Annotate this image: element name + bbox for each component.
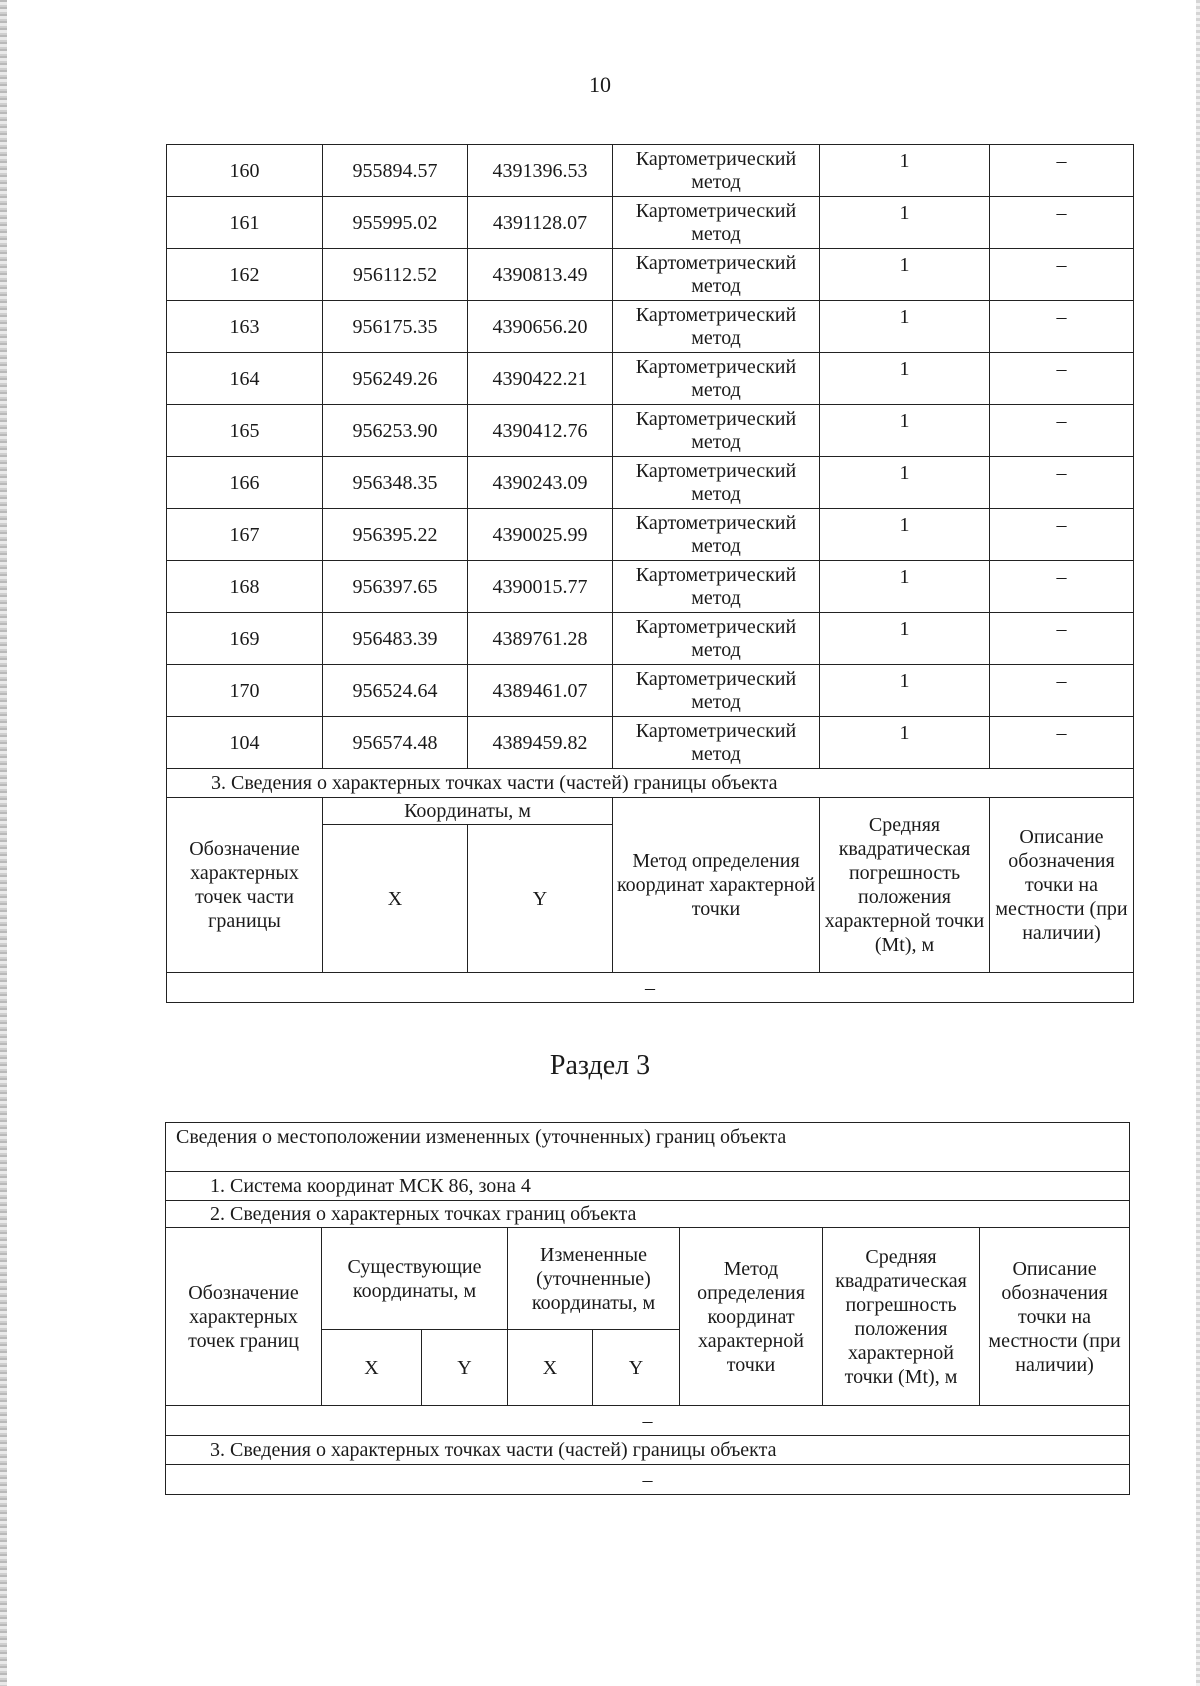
point-id-cell: 168 [167, 561, 323, 613]
part-empty-row-dash: – [166, 1465, 1130, 1495]
description-cell: – [990, 145, 1134, 197]
x-coordinate-cell: 956175.35 [323, 301, 468, 353]
boundary-points-table [166, 144, 1134, 1003]
header-point-designation: Обозначение характерных точек части границы [167, 798, 323, 973]
empty-row [166, 1406, 1130, 1436]
table-row [167, 145, 1134, 197]
description-cell: – [990, 249, 1134, 301]
x-coordinate-cell: 955894.57 [323, 145, 468, 197]
header-existing-x: X [322, 1330, 422, 1406]
table-row [167, 457, 1134, 509]
page-number: 10 [589, 72, 611, 97]
accuracy-cell: 1 [820, 561, 990, 613]
empty-row-dash: – [167, 973, 1134, 1003]
method-cell: Картометрический метод [613, 561, 820, 613]
header-method: Метод определения координат характерной точки [613, 798, 820, 973]
header-changed-y: Y [593, 1330, 680, 1406]
accuracy-cell: 1 [820, 405, 990, 457]
accuracy-cell: 1 [820, 353, 990, 405]
method-cell: Картометрический метод [613, 509, 820, 561]
table-row [167, 613, 1134, 665]
table-title-row [166, 1123, 1130, 1172]
y-coordinate-cell: 4390015.77 [468, 561, 613, 613]
x-coordinate-cell: 956397.65 [323, 561, 468, 613]
y-coordinate-cell: 4390656.20 [468, 301, 613, 353]
method-cell: Картометрический метод [613, 145, 820, 197]
header-x: X [323, 825, 468, 973]
description-cell: – [990, 301, 1134, 353]
table-row [167, 665, 1134, 717]
table-row [167, 249, 1134, 301]
part-heading-row [167, 769, 1134, 798]
point-id-cell: 164 [167, 353, 323, 405]
x-coordinate-cell: 956348.35 [323, 457, 468, 509]
table-row [167, 301, 1134, 353]
y-coordinate-cell: 4390813.49 [468, 249, 613, 301]
point-id-cell: 170 [167, 665, 323, 717]
accuracy-cell: 1 [820, 145, 990, 197]
y-coordinate-cell: 4389761.28 [468, 613, 613, 665]
x-coordinate-cell: 956112.52 [323, 249, 468, 301]
header-method: Метод определения координат характерной точки [680, 1228, 823, 1406]
header-existing-y: Y [422, 1330, 508, 1406]
point-id-cell: 166 [167, 457, 323, 509]
header-point-designation: Обозначение характерных точек границ [166, 1228, 322, 1406]
part-empty-row [166, 1465, 1130, 1495]
section-title: Раздел 3 [549, 1050, 651, 1081]
description-cell: – [990, 561, 1134, 613]
accuracy-cell: 1 [820, 665, 990, 717]
description-cell: – [990, 509, 1134, 561]
y-coordinate-cell: 4389461.07 [468, 665, 613, 717]
scan-edge-right [1196, 0, 1200, 1686]
x-coordinate-cell: 956574.48 [323, 717, 468, 769]
method-cell: Картометрический метод [613, 457, 820, 509]
table-row [167, 353, 1134, 405]
coord-system-row [166, 1172, 1130, 1201]
part-heading-row [166, 1436, 1130, 1465]
y-coordinate-cell: 4391396.53 [468, 145, 613, 197]
accuracy-cell: 1 [820, 197, 990, 249]
x-coordinate-cell: 956395.22 [323, 509, 468, 561]
point-id-cell: 163 [167, 301, 323, 353]
method-cell: Картометрический метод [613, 249, 820, 301]
header-row-1 [167, 798, 1134, 825]
header-row-1 [166, 1228, 1130, 1330]
table-row [167, 197, 1134, 249]
x-coordinate-cell: 956483.39 [323, 613, 468, 665]
method-cell: Картометрический метод [613, 301, 820, 353]
table-row [167, 717, 1134, 769]
boundary-points-body [167, 145, 1134, 1003]
header-description: Описание обозначения точки на местности (при наличии) [990, 798, 1134, 973]
header-changed-x: X [508, 1330, 593, 1406]
header-changed-coordinates: Измененные (уточненные) координаты, м [508, 1228, 680, 1330]
table-row [167, 405, 1134, 457]
y-coordinate-cell: 4390412.76 [468, 405, 613, 457]
changed-boundaries-table [165, 1122, 1130, 1495]
y-coordinate-cell: 4390422.21 [468, 353, 613, 405]
method-cell: Картометрический метод [613, 405, 820, 457]
header-y: Y [468, 825, 613, 973]
y-coordinate-cell: 4390243.09 [468, 457, 613, 509]
points-heading: 2. Сведения о характерных точках границ объекта [166, 1201, 1130, 1228]
description-cell: – [990, 197, 1134, 249]
description-cell: – [990, 665, 1134, 717]
method-cell: Картометрический метод [613, 197, 820, 249]
y-coordinate-cell: 4389459.82 [468, 717, 613, 769]
table-row [167, 509, 1134, 561]
header-accuracy: Средняя квадратическая погрешность положения характерной точки (Mt), м [820, 798, 990, 973]
description-cell: – [990, 613, 1134, 665]
method-cell: Картометрический метод [613, 665, 820, 717]
header-accuracy: Средняя квадратическая погрешность положения характерной точки (Mt), м [823, 1228, 980, 1406]
point-id-cell: 169 [167, 613, 323, 665]
x-coordinate-cell: 956253.90 [323, 405, 468, 457]
points-heading-row [166, 1201, 1130, 1228]
y-coordinate-cell: 4391128.07 [468, 197, 613, 249]
method-cell: Картометрический метод [613, 353, 820, 405]
header-coordinates: Координаты, м [323, 798, 613, 825]
part-heading: 3. Сведения о характерных точках части (частей) границы объекта [166, 1436, 1130, 1465]
empty-row-dash: – [166, 1406, 1130, 1436]
description-cell: – [990, 353, 1134, 405]
accuracy-cell: 1 [820, 301, 990, 353]
part-heading: 3. Сведения о характерных точках части (частей) границы объекта [167, 769, 1134, 798]
header-description: Описание обозначения точки на местности (при наличии) [980, 1228, 1130, 1406]
description-cell: – [990, 457, 1134, 509]
x-coordinate-cell: 955995.02 [323, 197, 468, 249]
coord-system: 1. Система координат МСК 86, зона 4 [166, 1172, 1130, 1201]
header-existing-coordinates: Существующие координаты, м [322, 1228, 508, 1330]
method-cell: Картометрический метод [613, 717, 820, 769]
y-coordinate-cell: 4390025.99 [468, 509, 613, 561]
accuracy-cell: 1 [820, 613, 990, 665]
table-title: Сведения о местоположении измененных (уточненных) границ объекта [166, 1123, 1130, 1172]
empty-row [167, 973, 1134, 1003]
x-coordinate-cell: 956249.26 [323, 353, 468, 405]
method-cell: Картометрический метод [613, 613, 820, 665]
point-id-cell: 161 [167, 197, 323, 249]
accuracy-cell: 1 [820, 457, 990, 509]
point-id-cell: 165 [167, 405, 323, 457]
scan-edge-left [0, 0, 7, 1686]
description-cell: – [990, 405, 1134, 457]
table-row [167, 561, 1134, 613]
x-coordinate-cell: 956524.64 [323, 665, 468, 717]
accuracy-cell: 1 [820, 717, 990, 769]
description-cell: – [990, 717, 1134, 769]
accuracy-cell: 1 [820, 509, 990, 561]
accuracy-cell: 1 [820, 249, 990, 301]
point-id-cell: 104 [167, 717, 323, 769]
point-id-cell: 162 [167, 249, 323, 301]
point-id-cell: 160 [167, 145, 323, 197]
point-id-cell: 167 [167, 509, 323, 561]
